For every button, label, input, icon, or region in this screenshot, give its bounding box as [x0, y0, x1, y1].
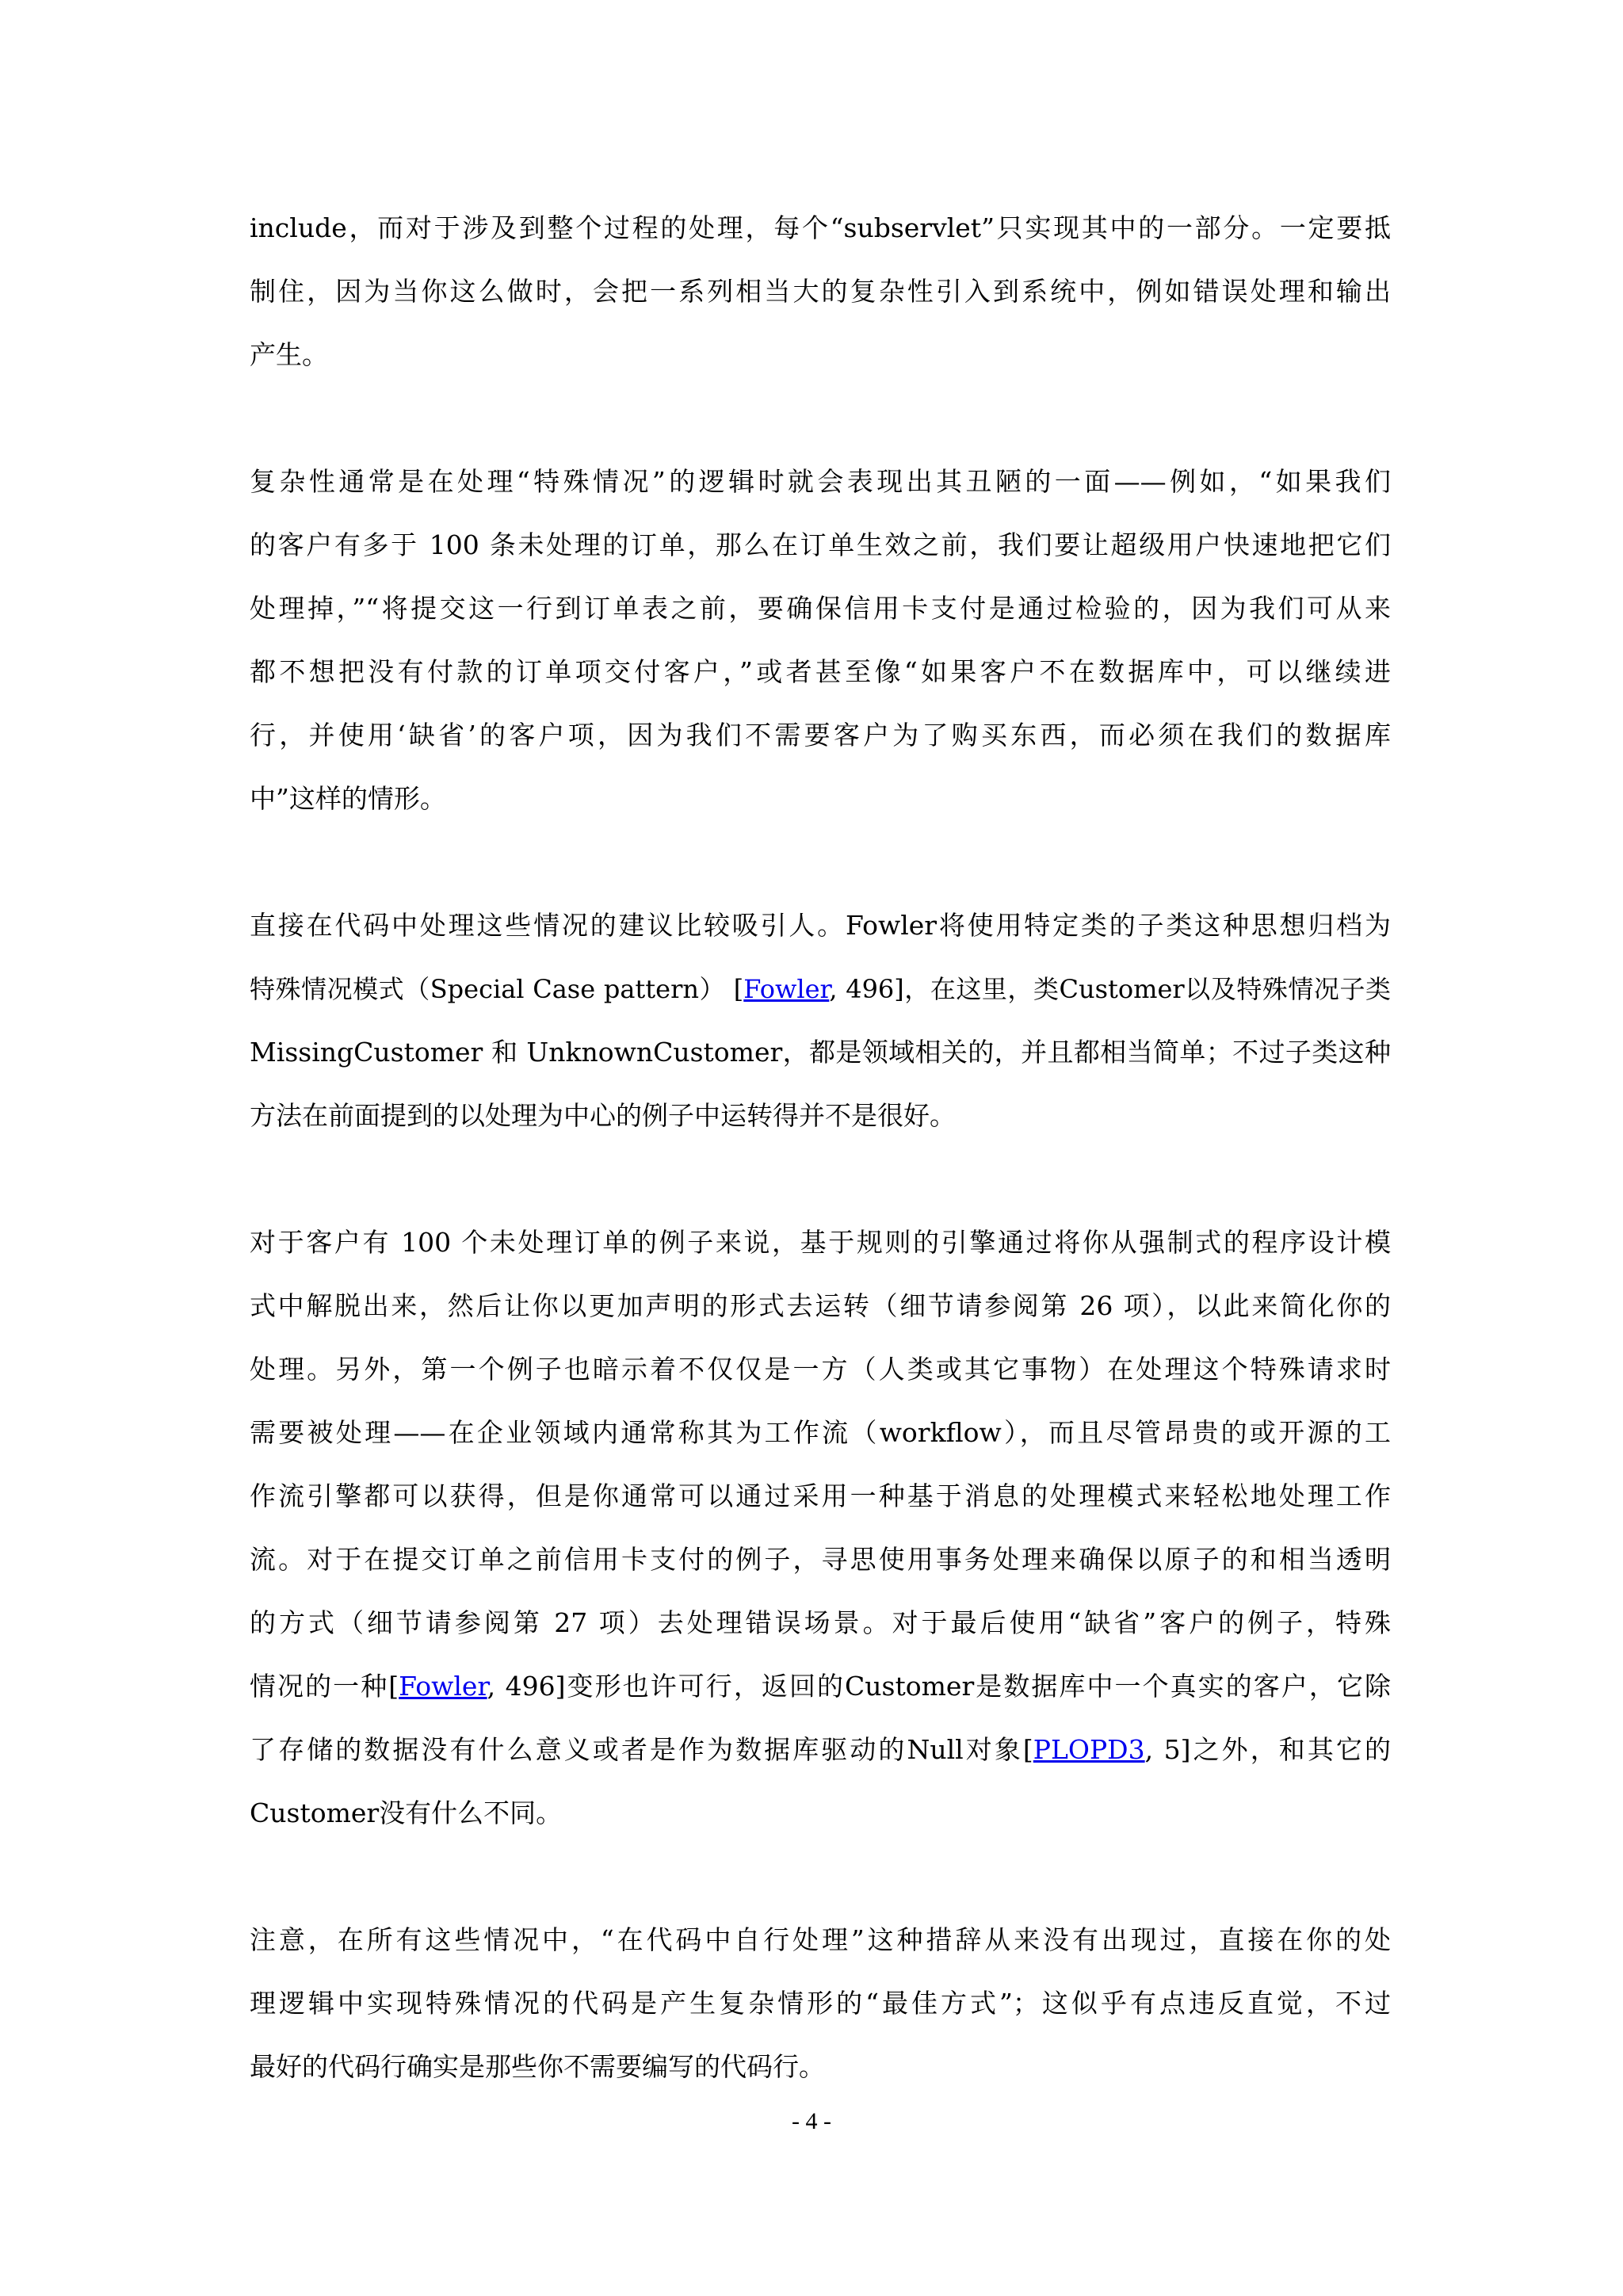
text-run: 流。对于在提交订单之前信用卡支付的例子，寻思使用事务处理来确保以原子的和相当透明 — [250, 1544, 1391, 1575]
paragraph — [250, 1211, 1391, 1845]
text-run: 处理掉，”“将提交这一行到订单表之前，要确保信用卡支付是通过检验的，因为我们可从来 — [250, 593, 1391, 624]
paragraph — [250, 1908, 1391, 2099]
paragraph — [250, 894, 1391, 1148]
text-line — [250, 1401, 1391, 1465]
text-run: 处理。另外，第一个例子也暗示着不仅仅是一方（人类或其它事物）在处理这个特殊请求时 — [250, 1354, 1391, 1385]
text-line — [250, 1782, 1391, 1845]
text-run: 情况的一种[ — [250, 1671, 399, 1702]
text-line — [250, 2035, 1391, 2099]
text-line — [250, 1972, 1391, 2035]
text-run: , 5]之外，和其它的 — [1144, 1734, 1391, 1765]
text-run: 对于客户有 100 个未处理订单的例子来说，基于规则的引擎通过将你从强制式的程序设计模 — [250, 1227, 1391, 1258]
text-run: 了存储的数据没有什么意义或者是作为数据库驱动的Null对象[ — [250, 1734, 1033, 1765]
text-line — [250, 323, 1391, 387]
text-run: 最好的代码行确实是那些你不需要编写的代码行。 — [250, 2051, 825, 2082]
text-line — [250, 1465, 1391, 1528]
paragraph — [250, 197, 1391, 387]
text-run: 方法在前面提到的以处理为中心的例子中运转得并不是很好。 — [250, 1100, 956, 1131]
text-line — [250, 1021, 1391, 1084]
paragraph — [250, 450, 1391, 831]
text-line — [250, 1528, 1391, 1591]
text-run: 需要被处理——在企业领域内通常称其为工作流（workflow），而且尽管昂贵的或开源的工 — [250, 1417, 1391, 1448]
text-line — [250, 704, 1391, 767]
text-line — [250, 640, 1391, 704]
text-run: , 496]，在这里，类Customer以及特殊情况子类 — [829, 974, 1391, 1004]
text-run: 的方式（细节请参阅第 27 项）去处理错误场景。对于最后使用“缺省”客户的例子，特殊 — [250, 1607, 1391, 1638]
citation-link[interactable]: Fowler — [743, 974, 830, 1004]
text-line — [250, 1274, 1391, 1338]
text-line — [250, 514, 1391, 577]
text-run: 复杂性通常是在处理“特殊情况”的逻辑时就会表现出其丑陋的一面——例如，“如果我们 — [250, 466, 1391, 497]
text-run: 式中解脱出来，然后让你以更加声明的形式去运转（细节请参阅第 26 项），以此来简化你的 — [250, 1290, 1391, 1321]
text-run: include，而对于涉及到整个过程的处理，每个“subservlet”只实现其中的一部分。一定要抵 — [250, 212, 1391, 243]
text-line — [250, 260, 1391, 323]
text-line — [250, 1655, 1391, 1718]
text-line — [250, 1908, 1391, 1972]
page-number: - 4 - — [792, 2108, 831, 2134]
text-run: 直接在代码中处理这些情况的建议比较吸引人。Fowler将使用特定类的子类这种思想归档为 — [250, 910, 1391, 941]
text-run: 注意，在所有这些情况中，“在代码中自行处理”这种措辞从来没有出现过，直接在你的处 — [250, 1924, 1391, 1955]
text-run: MissingCustomer 和 UnknownCustomer，都是领域相关的，并且都相当简单；不过子类这种 — [250, 1037, 1391, 1068]
text-line — [250, 1718, 1391, 1782]
text-line — [250, 577, 1391, 640]
text-run: 制住，因为当你这么做时，会把一系列相当大的复杂性引入到系统中，例如错误处理和输出 — [250, 276, 1391, 307]
text-line — [250, 894, 1391, 957]
text-line — [250, 1211, 1391, 1274]
text-line — [250, 197, 1391, 260]
text-run: , 496]变形也许可行，返回的Customer是数据库中一个真实的客户，它除 — [487, 1671, 1391, 1702]
text-run: Customer没有什么不同。 — [250, 1797, 563, 1828]
citation-link[interactable]: Fowler — [399, 1671, 487, 1702]
text-line — [250, 1338, 1391, 1401]
text-run: 作流引擎都可以获得，但是你通常可以通过采用一种基于消息的处理模式来轻松地处理工作 — [250, 1480, 1391, 1511]
text-line — [250, 1591, 1391, 1655]
text-line — [250, 767, 1391, 831]
text-run: 的客户有多于 100 条未处理的订单，那么在订单生效之前，我们要让超级用户快速地把它们 — [250, 529, 1391, 560]
text-run: 行，并使用‘缺省’的客户项，因为我们不需要客户为了购买东西，而必须在我们的数据库 — [250, 720, 1391, 751]
text-line — [250, 957, 1391, 1021]
text-run: 理逻辑中实现特殊情况的代码是产生复杂情形的“最佳方式”；这似乎有点违反直觉，不过 — [250, 1988, 1391, 2019]
text-line — [250, 450, 1391, 514]
text-run: 都不想把没有付款的订单项交付客户，”或者甚至像“如果客户不在数据库中，可以继续进 — [250, 656, 1391, 687]
text-run: 产生。 — [250, 339, 328, 370]
text-run: 特殊情况模式（Special Case pattern） [ — [250, 974, 744, 1004]
text-line — [250, 1084, 1391, 1148]
citation-link[interactable]: PLOPD3 — [1033, 1734, 1145, 1765]
text-run: 中”这样的情形。 — [250, 783, 446, 814]
